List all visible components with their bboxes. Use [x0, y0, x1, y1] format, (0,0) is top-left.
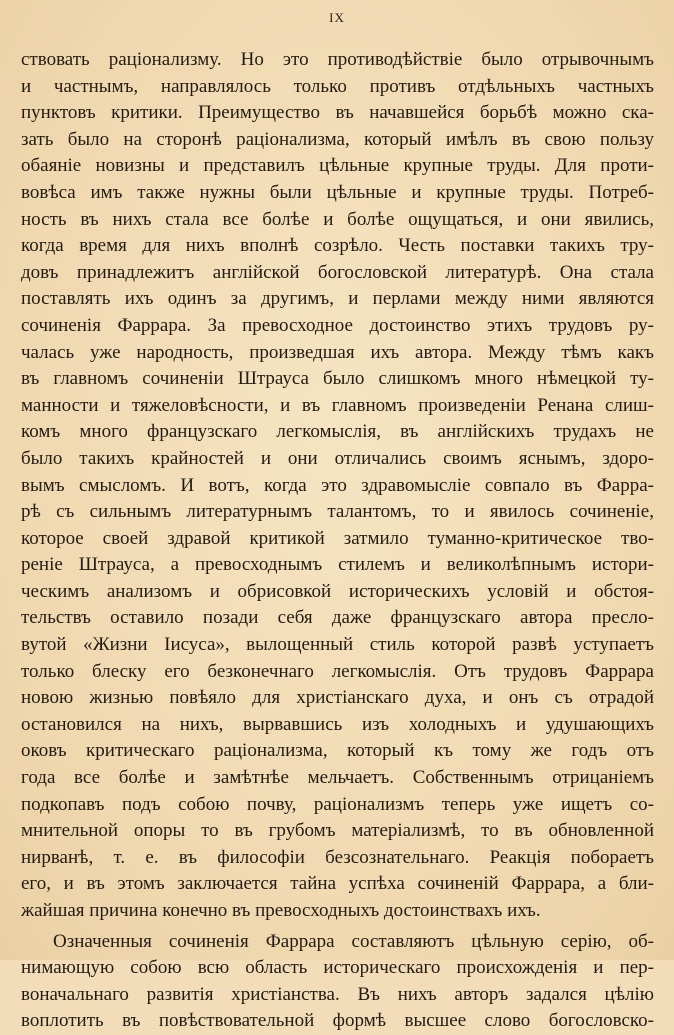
- text-line: довъ принадлежитъ англійской богословской литературѣ. Она стала: [21, 261, 654, 283]
- text-line: нирванѣ, т. е. въ философіи безсознательнаго. Реакція побораетъ: [21, 846, 654, 868]
- text-line: только блеску его безконечнаго легкомыслія. Отъ трудовъ Фаррара: [21, 660, 654, 682]
- text-line: новою жизнью повѣяло для христіанскаго духа, и онъ съ отрадой: [21, 687, 654, 709]
- text-line: обаяніе новизны и представилъ цѣльные крупные труды. Для проти-: [21, 155, 654, 177]
- paragraph: [21, 47, 654, 925]
- text-line: года все болѣе и замѣтнѣе мельчаетъ. Собственнымъ отрицаніемъ: [21, 767, 654, 789]
- text-line: мнительной опоры то въ грубомъ матеріализмѣ, то въ обновленной: [21, 820, 654, 842]
- text-line: ческимъ анализомъ и обрисовкой историческихъ условій и обстоя-: [21, 580, 654, 602]
- text-line: рѣ съ сильнымъ литературнымъ талантомъ, то и явилось сочиненіе,: [21, 501, 654, 523]
- text-line: нимающую собою всю область историческаго происхожденія и пер-: [21, 957, 654, 979]
- text-line: воплотить въ повѣствовательной формѣ высшее слово богословско-: [21, 1010, 654, 1032]
- text-line: жайшая причина конечно въ превосходныхъ достоинствахъ ихъ.: [21, 900, 541, 921]
- text-line: воначальнаго развитія христіанства. Въ нихъ авторъ задался цѣлію: [21, 983, 654, 1005]
- text-line: оковъ критическаго раціонализма, который къ тому же годъ отъ: [21, 740, 654, 762]
- text-line: комъ много французскаго легкомыслія, въ англійскихъ трудахъ не: [21, 421, 654, 443]
- text-line: ствовать раціонализму. Но это противодѣйствіе было отрывочнымъ: [21, 49, 654, 70]
- paragraph: [21, 929, 654, 1035]
- text-line: реніе Штрауса, а превосходнымъ стилемъ и великолѣпнымъ истори-: [21, 554, 654, 576]
- text-line: зать было на сторонѣ раціонализма, который имѣлъ въ свою пользу: [21, 128, 654, 150]
- text-line: подкопавъ подъ собою почву, раціонализмъ теперь уже ищетъ со-: [21, 793, 654, 815]
- text-line: вовѣса имъ также нужны были цѣльные и крупные труды. Потреб-: [21, 181, 654, 203]
- page-text: [21, 47, 654, 1035]
- text-line: вутой «Жизни Іисуса», вылощенный стиль которой развѣ уступаетъ: [21, 634, 654, 656]
- text-line: чалась уже народность, произведшая ихъ автора. Между тѣмъ какъ: [21, 341, 654, 363]
- text-line: тельствъ оставило позади себя даже французскаго автора пресло-: [21, 607, 654, 629]
- text-line: и частнымъ, направлялось только противъ отдѣльныхъ частныхъ: [21, 75, 654, 97]
- text-line: Означенныя сочиненія Фаррара составляютъ цѣльную серію, об-: [53, 930, 654, 952]
- text-line: его, и въ этомъ заключается тайна успѣха сочиненій Фаррара, а бли-: [21, 873, 654, 895]
- text-line: было такихъ крайностей и они отличались своимъ яснымъ, здоро-: [21, 447, 654, 469]
- text-line: вымъ смысломъ. И вотъ, когда это здравомысліе совпало въ Фарра-: [21, 474, 654, 496]
- text-line: сочиненія Фаррара. За превосходное достоинство этихъ трудовъ ру-: [21, 314, 654, 336]
- page-number: IX: [329, 10, 345, 25]
- text-line: поставлять ихъ одинъ за другимъ, и перлами между ними являются: [21, 288, 654, 310]
- text-line: ность въ нихъ стала все болѣе и болѣе ощущаться, и они явились,: [21, 208, 654, 230]
- text-line: въ главномъ сочиненіи Штрауса было слишкомъ много нѣмецкой ту-: [21, 368, 654, 390]
- text-line: пунктовъ критики. Преимущество въ начавшейся борьбѣ можно ска-: [21, 102, 654, 124]
- text-line: остановился на нихъ, вырвавшись изъ холодныхъ и удушающихъ: [21, 713, 654, 735]
- text-line: манности и тяжеловѣсности, и въ главномъ произведеніи Ренана слиш-: [21, 394, 654, 416]
- text-line: когда время для нихъ вполнѣ созрѣло. Честь поставки такихъ тру-: [21, 235, 654, 257]
- text-line: которое своей здравой критикой затмило туманно-критическое тво-: [21, 527, 654, 549]
